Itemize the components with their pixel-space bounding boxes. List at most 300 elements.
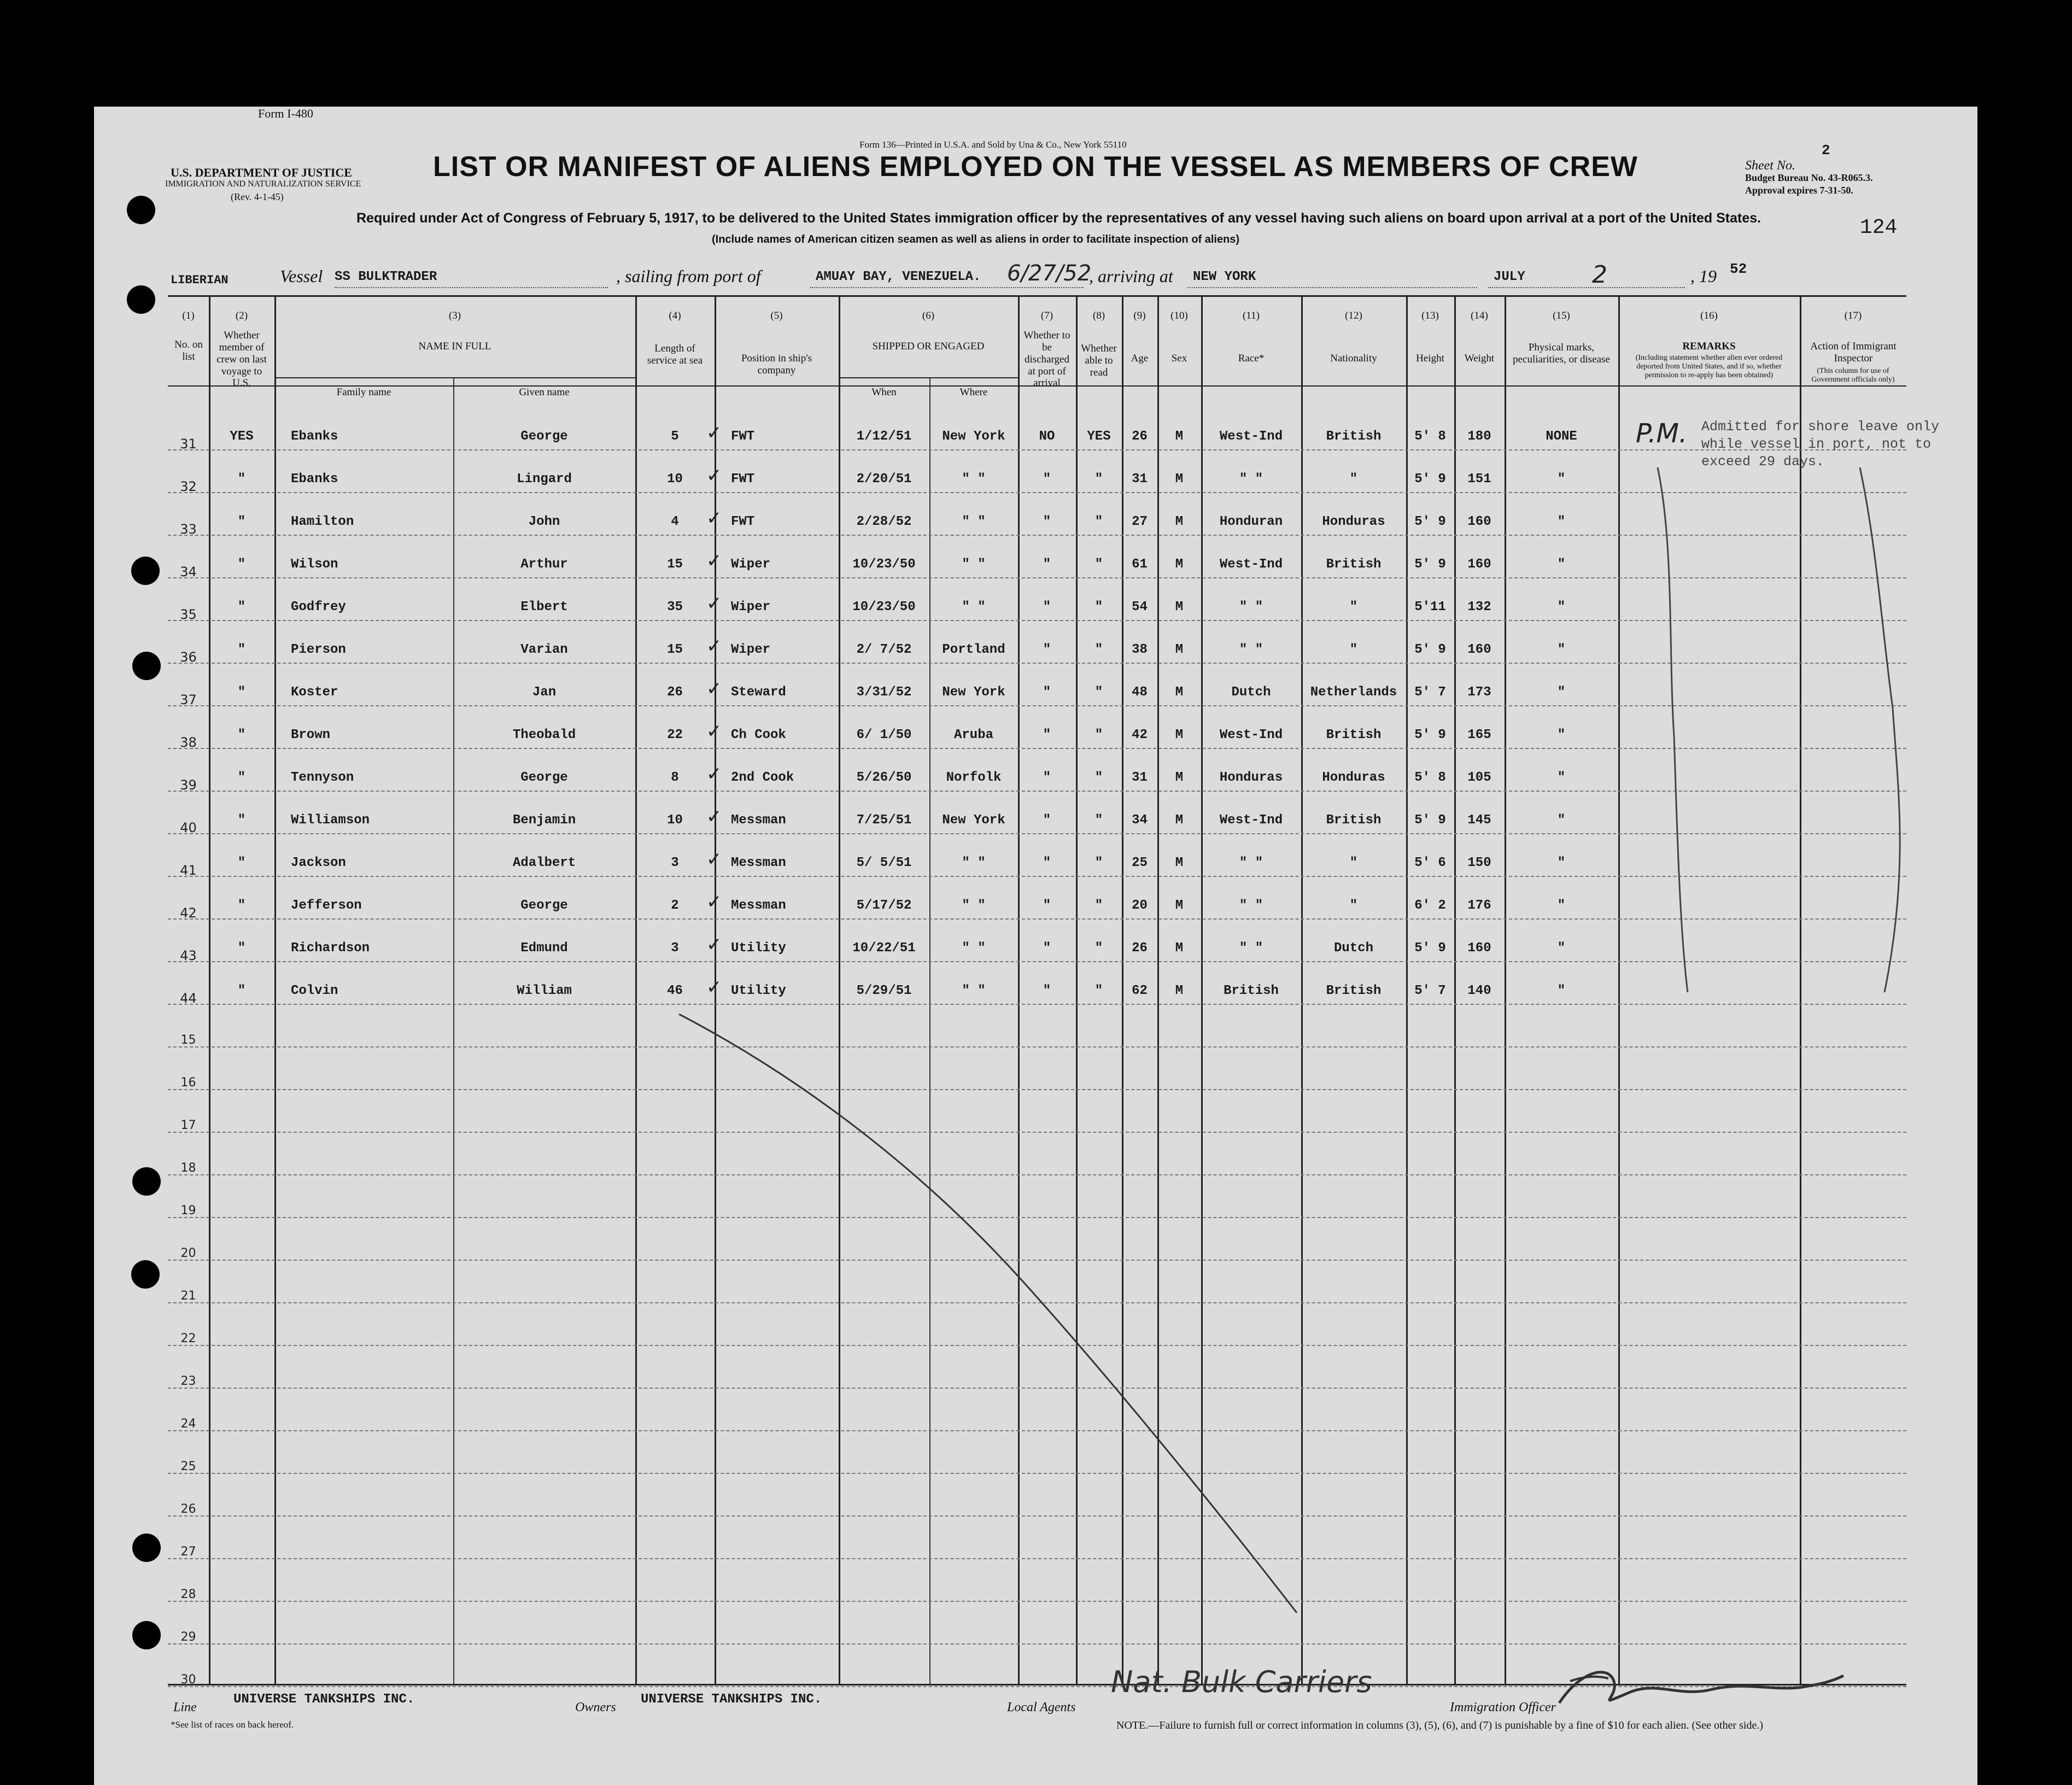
arrival-day: 2: [1592, 261, 1607, 289]
cell-physical-marks: ": [1557, 813, 1566, 828]
approval-expiry: Approval expires 7-31-50.: [1745, 185, 1853, 196]
departure-port: AMUAY BAY, VENEZUELA.: [816, 270, 981, 284]
cell-row-number: 20: [180, 1246, 196, 1260]
cell-weight: 165: [1467, 728, 1491, 742]
cell-given-name: George: [520, 770, 568, 785]
cell-to-be-discharged: ": [1043, 557, 1051, 572]
col-6-number: (6): [922, 310, 935, 321]
col-15-header: Physical marks, peculiarities, or disease: [1513, 342, 1610, 365]
cell-height: 5' 9: [1414, 472, 1446, 487]
cell-given-name: Edmund: [520, 941, 568, 956]
cell-able-to-read: ": [1094, 728, 1103, 742]
cell-to-be-discharged: ": [1043, 642, 1051, 657]
col-6-where: Where: [959, 387, 988, 398]
cell-given-name: Lingard: [517, 472, 572, 487]
cell-row-number: 26: [180, 1502, 196, 1516]
cell-to-be-discharged: ": [1043, 685, 1051, 700]
cell-age: 42: [1132, 728, 1148, 742]
col-10-header: Sex: [1171, 353, 1187, 364]
col-1-header: No. on list: [174, 339, 203, 362]
cell-row-number: 32: [180, 479, 197, 494]
cell-physical-marks: ": [1557, 600, 1566, 614]
cell-position: FWT: [731, 472, 755, 487]
cell-service-length: 3: [671, 941, 679, 956]
cell-able-to-read: ": [1094, 941, 1103, 956]
cell-family-name: Brown: [291, 728, 331, 742]
cell-sex: M: [1175, 685, 1184, 700]
cell-service-length: 35: [667, 600, 683, 614]
cell-race: Honduran: [1219, 514, 1283, 529]
cell-crew-last-voyage: ": [237, 557, 246, 572]
cell-race: West-Ind: [1219, 813, 1283, 828]
cell-row-number: 44: [180, 991, 197, 1006]
remarks-initials: P.M.: [1636, 418, 1688, 449]
cell-family-name: Jefferson: [291, 898, 362, 913]
vessel-flag: LIBERIAN: [171, 273, 229, 287]
cell-row-number: 16: [180, 1076, 196, 1090]
checkmark-icon: ✓: [706, 465, 722, 487]
cell-weight: 150: [1467, 856, 1491, 870]
cell-row-number: 31: [180, 436, 197, 452]
vessel-label: Vessel: [280, 266, 323, 286]
col-13-header: Height: [1416, 353, 1444, 364]
arrival-year: 52: [1730, 261, 1747, 277]
cell-given-name: George: [520, 429, 568, 444]
col-4-number: (4): [669, 310, 681, 321]
col-3-number: (3): [448, 310, 461, 321]
cell-engaged-where: " ": [962, 856, 986, 870]
cell-height: 5' 7: [1414, 685, 1446, 700]
cell-age: 31: [1132, 472, 1148, 487]
col-16-subheader: (Including statement whether alien ever ordered deported from United States, and if so, whether permission to re-apply has been obtained): [1635, 354, 1783, 380]
punch-hole: [131, 557, 160, 585]
cell-to-be-discharged: ": [1043, 856, 1051, 870]
cell-service-length: 15: [667, 642, 683, 657]
owners-label: Owners: [575, 1700, 616, 1714]
cell-height: 5' 8: [1414, 770, 1446, 785]
cell-weight: 160: [1467, 941, 1491, 956]
cell-row-number: 17: [180, 1119, 196, 1132]
cell-position: FWT: [731, 514, 755, 529]
cell-given-name: Arthur: [520, 557, 568, 572]
cell-engaged-where: New York: [942, 429, 1005, 444]
cell-nationality: ": [1349, 898, 1358, 913]
col-1-number: (1): [182, 310, 195, 321]
cell-to-be-discharged: ": [1043, 728, 1051, 742]
cell-age: 26: [1132, 941, 1148, 956]
cell-weight: 176: [1467, 898, 1491, 913]
cell-engaged-where: " ": [962, 898, 986, 913]
cell-age: 54: [1132, 600, 1148, 614]
cell-crew-last-voyage: YES: [230, 429, 254, 444]
cell-given-name: George: [520, 898, 568, 913]
cell-weight: 160: [1467, 642, 1491, 657]
col-14-number: (14): [1471, 310, 1488, 321]
cell-engaged-where: " ": [962, 514, 986, 529]
col-3-header: NAME IN FULL: [418, 341, 491, 352]
cell-row-number: 19: [180, 1204, 196, 1218]
cell-service-length: 4: [671, 514, 679, 529]
cell-age: 25: [1132, 856, 1148, 870]
cell-engaged-where: " ": [962, 600, 986, 614]
cell-engaged-when: 10/23/50: [852, 600, 916, 614]
cell-service-length: 10: [667, 472, 683, 487]
cell-position: Ch Cook: [731, 728, 786, 742]
cell-crew-last-voyage: ": [237, 472, 246, 487]
cell-engaged-when: 2/ 7/52: [856, 642, 912, 657]
cell-engaged-where: " ": [962, 557, 986, 572]
cell-position: Utility: [731, 984, 786, 998]
col-14-header: Weight: [1464, 353, 1495, 364]
cell-crew-last-voyage: ": [237, 642, 246, 657]
form-revision: (Rev. 4-1-45): [231, 191, 284, 202]
cell-race: Dutch: [1231, 685, 1271, 700]
cell-to-be-discharged: ": [1043, 984, 1051, 998]
cell-family-name: Koster: [291, 685, 338, 700]
dept-name: U.S. DEPARTMENT OF JUSTICE: [171, 166, 352, 179]
cell-sex: M: [1175, 600, 1184, 614]
penalty-note: NOTE.—Failure to furnish full or correct information in columns (3), (5), (6), and (7) is punishable by a fine of $10 for each alien. (See other side.): [1116, 1719, 1763, 1731]
cell-row-number: 35: [180, 607, 197, 622]
cell-nationality: Dutch: [1333, 941, 1373, 956]
cell-given-name: Jan: [532, 685, 557, 700]
col-16-number: (16): [1700, 310, 1718, 321]
col-8-number: (8): [1092, 310, 1105, 321]
cell-weight: 160: [1467, 514, 1491, 529]
cell-crew-last-voyage: ": [237, 770, 246, 785]
cell-physical-marks: ": [1557, 514, 1566, 529]
cell-engaged-where: " ": [962, 472, 986, 487]
cell-row-number: 30: [180, 1673, 196, 1687]
officer-label: Immigration Officer: [1450, 1700, 1556, 1714]
cell-height: 5' 9: [1414, 642, 1446, 657]
cell-sex: M: [1175, 856, 1184, 870]
cell-row-number: 25: [180, 1460, 196, 1473]
cell-able-to-read: ": [1094, 642, 1103, 657]
cell-given-name: Theobald: [512, 728, 576, 742]
cell-engaged-where: Portland: [942, 642, 1005, 657]
cell-position: Steward: [731, 685, 786, 700]
cell-sex: M: [1175, 642, 1184, 657]
cell-able-to-read: ": [1094, 472, 1103, 487]
col-6-header: SHIPPED OR ENGAGED: [872, 341, 985, 352]
cell-to-be-discharged: ": [1043, 898, 1051, 913]
cell-engaged-when: 5/26/50: [856, 770, 912, 785]
col-15-number: (15): [1553, 310, 1570, 321]
cell-able-to-read: ": [1094, 557, 1103, 572]
cell-height: 5'11: [1414, 600, 1446, 614]
cell-weight: 140: [1467, 984, 1491, 998]
cell-row-number: 21: [180, 1289, 196, 1303]
manifest-sheet: [94, 107, 1977, 1785]
cell-sex: M: [1175, 813, 1184, 828]
cell-sex: M: [1175, 984, 1184, 998]
cell-given-name: Varian: [520, 642, 568, 657]
cell-position: Wiper: [731, 642, 771, 657]
remarks-note: Admitted for shore leave only while vessel in port, not to exceed 29 days.: [1701, 419, 1940, 470]
cell-engaged-when: 3/31/52: [856, 685, 912, 700]
cell-row-number: 38: [180, 735, 197, 750]
cell-age: 48: [1132, 685, 1148, 700]
cell-given-name: William: [517, 984, 572, 998]
cell-given-name: Elbert: [520, 600, 568, 614]
cell-service-length: 8: [671, 770, 679, 785]
punch-hole: [127, 285, 155, 314]
cell-engaged-when: 7/25/51: [856, 813, 912, 828]
cell-family-name: Pierson: [291, 642, 346, 657]
cell-row-number: 29: [180, 1630, 196, 1644]
cell-race: West-Ind: [1219, 557, 1283, 572]
punch-hole: [132, 1621, 161, 1649]
col-2-header: Whether member of crew on last voyage to U.S.: [216, 330, 267, 389]
checkmark-icon: ✓: [706, 550, 722, 572]
agents-label: Local Agents: [1007, 1700, 1076, 1714]
cell-age: 27: [1132, 514, 1148, 529]
cell-family-name: Ebanks: [291, 472, 338, 487]
checkmark-icon: ✓: [706, 593, 722, 614]
cell-service-length: 15: [667, 557, 683, 572]
checkmark-icon: ✓: [706, 422, 722, 444]
cell-engaged-when: 5/29/51: [856, 984, 912, 998]
budget-bureau: Budget Bureau No. 43-R065.3.: [1745, 172, 1873, 183]
cell-able-to-read: ": [1094, 770, 1103, 785]
cell-to-be-discharged: NO: [1039, 429, 1055, 444]
cell-nationality: ": [1349, 642, 1358, 657]
cell-nationality: British: [1326, 429, 1382, 444]
cell-nationality: British: [1326, 557, 1382, 572]
checkmark-icon: ✓: [706, 806, 722, 828]
arriving-label: , arriving at: [1089, 266, 1173, 286]
races-note: *See list of races on back hereof.: [171, 1719, 294, 1730]
cell-given-name: Benjamin: [512, 813, 576, 828]
cell-row-number: 27: [180, 1545, 196, 1559]
cell-physical-marks: ": [1557, 856, 1566, 870]
col-8-header: Whether able to read: [1081, 343, 1117, 378]
cell-row-number: 23: [180, 1374, 196, 1388]
cell-sex: M: [1175, 472, 1184, 487]
col-3-family: Family name: [336, 387, 391, 398]
punch-hole: [132, 1534, 161, 1562]
cell-age: 31: [1132, 770, 1148, 785]
col-5-number: (5): [770, 310, 783, 321]
cell-height: 5' 8: [1414, 429, 1446, 444]
arrival-month: JULY: [1494, 270, 1525, 284]
cell-physical-marks: ": [1557, 770, 1566, 785]
cell-race: " ": [1239, 472, 1263, 487]
cell-race: " ": [1239, 600, 1263, 614]
cell-family-name: Williamson: [291, 813, 370, 828]
cell-service-length: 2: [671, 898, 679, 913]
col-12-number: (12): [1345, 310, 1362, 321]
cell-engaged-when: 10/23/50: [852, 557, 916, 572]
cell-row-number: 22: [180, 1332, 196, 1345]
cell-engaged-when: 6/ 1/50: [856, 728, 912, 742]
col-7-number: (7): [1040, 310, 1053, 321]
cell-family-name: Wilson: [291, 557, 338, 572]
cell-to-be-discharged: ": [1043, 941, 1051, 956]
cell-nationality: British: [1326, 728, 1382, 742]
cell-height: 5' 9: [1414, 941, 1446, 956]
cell-crew-last-voyage: ": [237, 514, 246, 529]
cell-nationality: ": [1349, 856, 1358, 870]
cell-engaged-when: 1/12/51: [856, 429, 912, 444]
cell-race: " ": [1239, 856, 1263, 870]
cell-physical-marks: ": [1557, 984, 1566, 998]
col-17-number: (17): [1844, 310, 1862, 321]
cell-engaged-where: New York: [942, 813, 1005, 828]
col-5-header: Position in ship's company: [741, 353, 812, 376]
cell-able-to-read: ": [1094, 600, 1103, 614]
cell-row-number: 18: [180, 1161, 196, 1175]
cell-position: Utility: [731, 941, 786, 956]
cell-engaged-when: 2/28/52: [856, 514, 912, 529]
cell-nationality: Netherlands: [1310, 685, 1397, 700]
checkmark-icon: ✓: [706, 635, 722, 657]
year-label: , 19: [1690, 266, 1717, 286]
sheet-number: 2: [1822, 142, 1830, 159]
cell-row-number: 41: [180, 863, 197, 878]
cell-physical-marks: ": [1557, 728, 1566, 742]
cell-engaged-where: New York: [942, 685, 1005, 700]
cell-age: 62: [1132, 984, 1148, 998]
cell-crew-last-voyage: ": [237, 685, 246, 700]
cell-weight: 173: [1467, 685, 1491, 700]
col-2-number: (2): [235, 310, 248, 321]
cell-sex: M: [1175, 941, 1184, 956]
cell-able-to-read: ": [1094, 813, 1103, 828]
cell-family-name: Hamilton: [291, 514, 354, 529]
checkmark-icon: ✓: [706, 934, 722, 956]
punch-hole: [127, 196, 155, 224]
page-number: 124: [1860, 216, 1898, 239]
cell-row-number: 24: [180, 1417, 196, 1431]
cell-weight: 180: [1467, 429, 1491, 444]
col-11-number: (11): [1243, 310, 1260, 321]
cell-age: 61: [1132, 557, 1148, 572]
cell-given-name: Adalbert: [512, 856, 576, 870]
cell-to-be-discharged: ": [1043, 514, 1051, 529]
cell-height: 5' 9: [1414, 557, 1446, 572]
cell-row-number: 37: [180, 692, 197, 707]
cell-height: 5' 6: [1414, 856, 1446, 870]
cell-physical-marks: ": [1557, 685, 1566, 700]
cell-weight: 160: [1467, 557, 1491, 572]
cell-service-length: 46: [667, 984, 683, 998]
punch-hole: [131, 1260, 160, 1289]
cell-able-to-read: ": [1094, 514, 1103, 529]
arrival-port: NEW YORK: [1193, 270, 1256, 284]
cell-engaged-where: " ": [962, 941, 986, 956]
document-subtitle: Required under Act of Congress of February 5, 1917, to be delivered to the United States immigration officer by the representatives of any vessel having such aliens on board upon arrival at a port of the United States.: [356, 210, 1761, 226]
cell-service-length: 3: [671, 856, 679, 870]
cell-sex: M: [1175, 429, 1184, 444]
cell-crew-last-voyage: ": [237, 728, 246, 742]
cell-race: " ": [1239, 898, 1263, 913]
cell-height: 5' 7: [1414, 984, 1446, 998]
document-subnote: (Include names of American citizen seamen as well as aliens in order to facilitate inspection of aliens): [712, 233, 1240, 245]
cell-row-number: 40: [180, 820, 197, 835]
cell-age: 20: [1132, 898, 1148, 913]
cell-row-number: 33: [180, 522, 197, 537]
cell-service-length: 22: [667, 728, 683, 742]
cell-position: Wiper: [731, 557, 771, 572]
cell-weight: 105: [1467, 770, 1491, 785]
cell-physical-marks: ": [1557, 557, 1566, 572]
cell-family-name: Richardson: [291, 941, 370, 956]
col-4-header: Length of service at sea: [647, 343, 703, 366]
cell-able-to-read: ": [1094, 898, 1103, 913]
col-17-subheader: (This column for use of Government officials only): [1811, 367, 1895, 384]
cell-given-name: John: [528, 514, 560, 529]
cell-engaged-where: Aruba: [953, 728, 993, 742]
cell-able-to-read: ": [1094, 984, 1103, 998]
cell-service-length: 26: [667, 685, 683, 700]
cell-weight: 145: [1467, 813, 1491, 828]
cell-row-number: 43: [180, 948, 197, 963]
cell-age: 26: [1132, 429, 1148, 444]
cell-sex: M: [1175, 514, 1184, 529]
checkmark-icon: ✓: [706, 507, 722, 529]
cell-to-be-discharged: ": [1043, 600, 1051, 614]
cell-height: 6' 2: [1414, 898, 1446, 913]
cell-position: Messman: [731, 813, 786, 828]
cell-nationality: British: [1326, 813, 1382, 828]
cell-to-be-discharged: ": [1043, 472, 1051, 487]
col-3-given: Given name: [519, 387, 570, 398]
cell-engaged-where: " ": [962, 984, 986, 998]
cell-sex: M: [1175, 898, 1184, 913]
cell-crew-last-voyage: ": [237, 856, 246, 870]
checkmark-icon: ✓: [706, 976, 722, 998]
punch-hole: [132, 652, 161, 680]
cell-race: " ": [1239, 941, 1263, 956]
cell-family-name: Jackson: [291, 856, 346, 870]
checkmark-icon: ✓: [706, 848, 722, 870]
line-company: UNIVERSE TANKSHIPS INC.: [233, 1692, 415, 1707]
cell-to-be-discharged: ": [1043, 770, 1051, 785]
col-9-number: (9): [1133, 310, 1146, 321]
cell-physical-marks: NONE: [1546, 429, 1577, 444]
cell-height: 5' 9: [1414, 514, 1446, 529]
checkmark-icon: ✓: [706, 763, 722, 785]
crossout-line: [94, 107, 1977, 1785]
checkmark-icon: ✓: [706, 721, 722, 742]
cell-row-number: 42: [180, 905, 197, 921]
owners-company: UNIVERSE TANKSHIPS INC.: [641, 1692, 822, 1707]
col-17-header: Action of Immigrant Inspector: [1810, 341, 1897, 364]
cell-crew-last-voyage: ": [237, 898, 246, 913]
cell-able-to-read: YES: [1087, 429, 1111, 444]
form-number: Form I-480: [258, 107, 313, 120]
punch-hole: [132, 1167, 161, 1196]
cell-nationality: ": [1349, 600, 1358, 614]
agents-signature: Nat. Bulk Carriers: [1111, 1665, 1372, 1699]
cell-engaged-when: 10/22/51: [852, 941, 916, 956]
cell-physical-marks: ": [1557, 941, 1566, 956]
cell-family-name: Colvin: [291, 984, 338, 998]
cell-age: 34: [1132, 813, 1148, 828]
col-12-header: Nationality: [1330, 353, 1377, 364]
cell-weight: 151: [1467, 472, 1491, 487]
col-10-number: (10): [1170, 310, 1188, 321]
cell-row-number: 15: [180, 1033, 196, 1047]
checkmark-icon: ✓: [706, 891, 722, 913]
cell-race: Honduras: [1219, 770, 1283, 785]
cell-race: British: [1224, 984, 1279, 998]
cell-row-number: 34: [180, 564, 197, 580]
cell-row-number: 36: [180, 649, 197, 665]
cell-able-to-read: ": [1094, 685, 1103, 700]
